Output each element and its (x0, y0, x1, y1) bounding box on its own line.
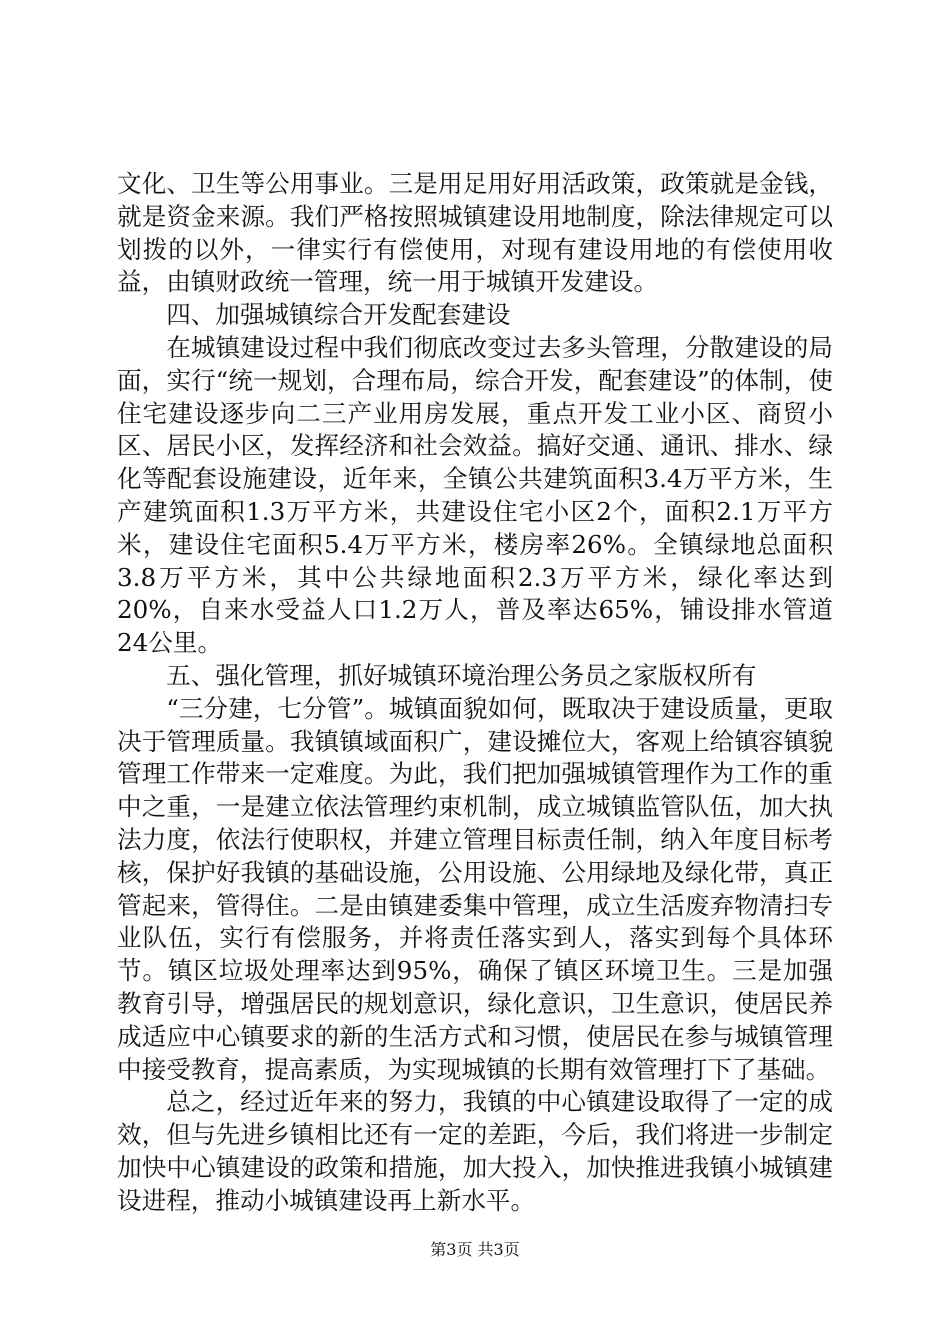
document-body (117, 168, 833, 1218)
section-heading-5: 五、强化管理，抓好城镇环境治理公务员之家版权所有 (166, 660, 757, 690)
section-heading-4: 四、加强城镇综合开发配套建设 (166, 300, 511, 330)
paragraph-management: “三分建，七分管”。城镇面貌如何，既取决于建设质量，更取决于管理质量。我镇镇域面积广，建设摊位大，客观上给镇容镇貌管理工作带来一定难度。为此，我们把加强城镇管理作为工作的重中之重，一是建立依法管理约束机制，成立城镇监管队伍，加大执法力度，依法行使职权，并建立管理目标责任制，纳入年度目标考核，保护好我镇的基础设施，公用设施、公用绿地及绿化带，真正管起来，管得住。二是由镇建委集中管理，成立生活废弃物清扫专业队伍，实行有偿服务，并将责任落实到人，落实到每个具体环节。镇区垃圾处理率达到95%，确保了镇区环境卫生。三是加强教育引导，增强居民的规划意识，绿化意识，卫生意识，使居民养成适应中心镇要求的新的生活方式和习惯，使居民在参与城镇管理中接受教育，提高素质，为实现城镇的长期有效管理打下了基础。 (117, 693, 833, 1084)
page-footer: 第3页 共3页 (430, 1240, 520, 1259)
paragraph-conclusion: 总之，经过近年来的努力，我镇的中心镇建设取得了一定的成效，但与先进乡镇相比还有一定的差距，今后，我们将进一步制定加快中心镇建设的政策和措施，加大投入，加快推进我镇小城镇建设进程，推动小城镇建设再上新水平。 (117, 1087, 833, 1215)
paragraph-continuation: 文化、卫生等公用事业。三是用足用好用活政策，政策就是金钱，就是资金来源。我们严格按照城镇建设用地制度，除法律规定可以划拨的以外，一律实行有偿使用，对现有建设用地的有偿使用收益，由镇财政统一管理，统一用于城镇开发建设。 (117, 169, 833, 297)
paragraph-development: 在城镇建设过程中我们彻底改变过去多头管理，分散建设的局面，实行“统一规划，合理布局，综合开发，配套建设”的体制，使住宅建设逐步向二三产业用房发展，重点开发工业小区、商贸小区、居民小区，发挥经济和社会效益。搞好交通、通讯、排水、绿化等配套设施建设，近年来，全镇公共建筑面积3.4万平方米，生产建筑面积1.3万平方米，共建设住宅小区2个，面积2.1万平方米，建设住宅面积5.4万平方米，楼房率26%。全镇绿地总面积3.8万平方米，其中公共绿地面积2.3万平方米，绿化率达到20%，自来水受益人口1.2万人，普及率达65%，铺设排水管道24公里。 (117, 332, 833, 658)
